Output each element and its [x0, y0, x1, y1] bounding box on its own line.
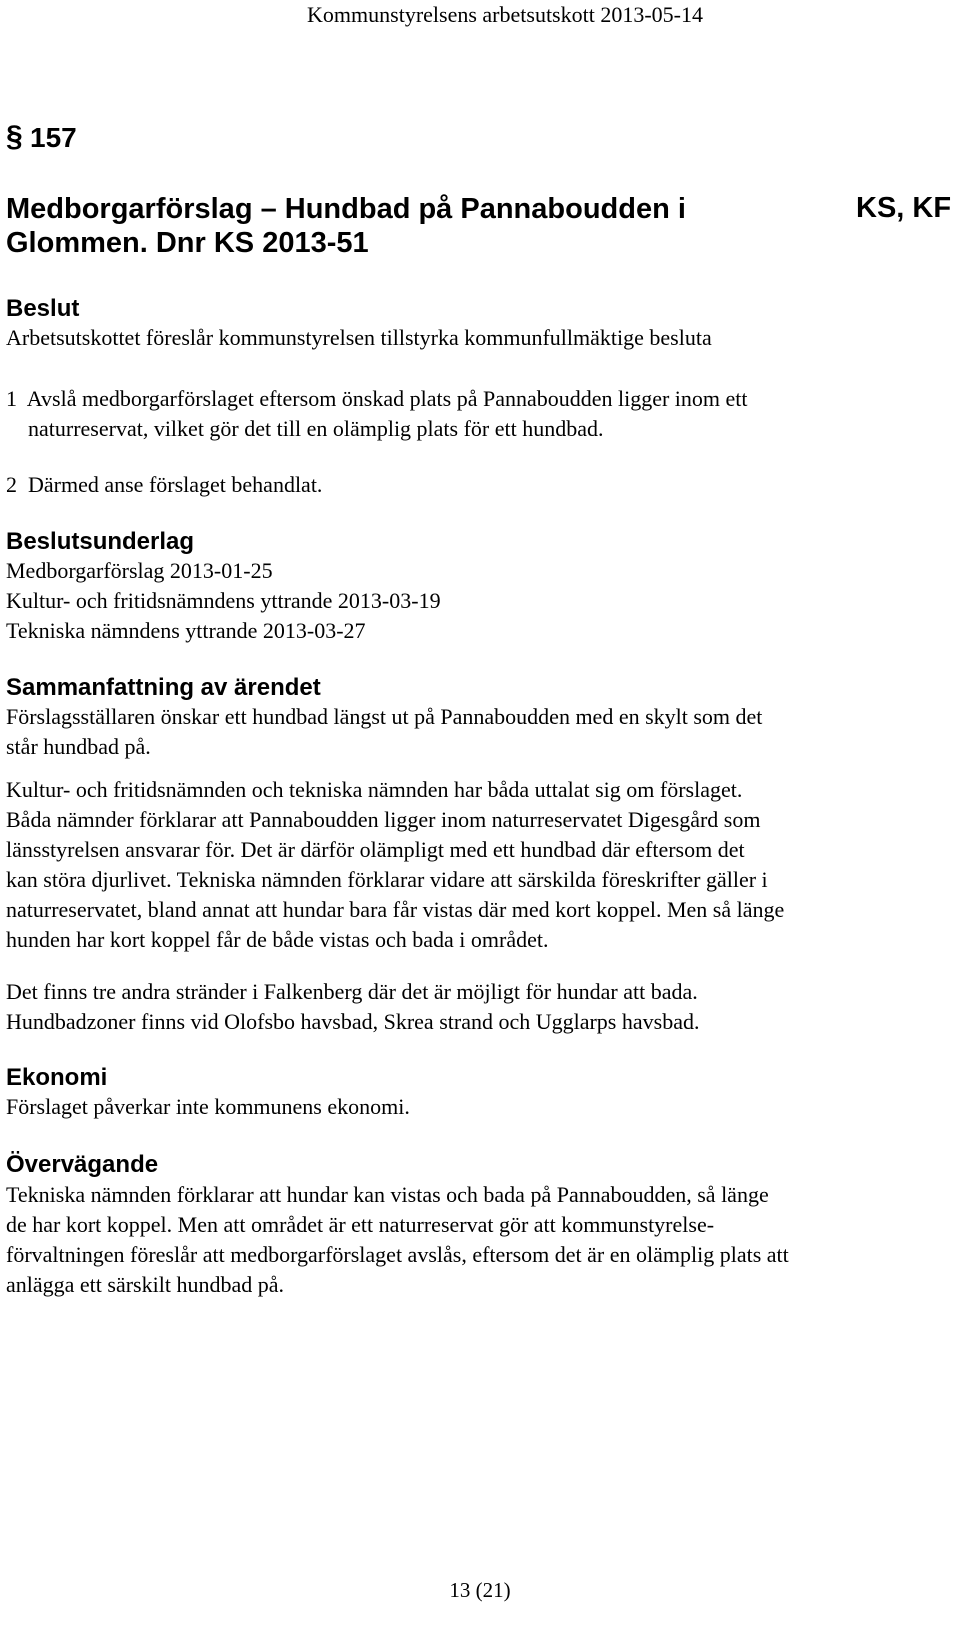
item-title [6, 192, 796, 260]
text-line: hunden har kort koppel får de både vistas och bada i området. [6, 927, 549, 952]
beslut-item-1 [6, 384, 936, 444]
heading-beslut: Beslut [6, 295, 80, 322]
text-line: kan störa djurlivet. Tekniska nämnden förklarar vidare att särskilda föreskrifter gäller i [6, 867, 768, 892]
beslutsunderlag-list [6, 556, 936, 646]
item-title-line: Glommen. Dnr KS 2013-51 [6, 227, 369, 259]
text-line: 2 Därmed anse förslaget behandlat. [6, 472, 323, 497]
heading-beslutsunderlag: Beslutsunderlag [6, 528, 195, 555]
text-line: Tekniska nämnden förklarar att hundar kan vistas och bada på Pannaboudden, så länge [6, 1182, 769, 1207]
text-line: naturreservat, vilket gör det till en olämplig plats för ett hundbad. [6, 416, 604, 441]
section-number: 157 [30, 122, 77, 153]
running-header: Kommunstyrelsens arbetsutskott 2013-05-14 [307, 2, 703, 27]
list-item: Kultur- och fritidsnämndens yttrande 2013-03-19 [6, 588, 441, 613]
text-line: Förslaget påverkar inte kommunens ekonomi. [6, 1094, 410, 1119]
item-title-line: Medborgarförslag – Hundbad på Pannaboudden i [6, 193, 686, 225]
text-line: Båda nämnder förklarar att Pannaboudden ligger inom naturreservatet Digesgård som [6, 807, 761, 832]
text-line: Det finns tre andra stränder i Falkenberg där det är möjligt för hundar att bada. [6, 979, 698, 1004]
text-line: länsstyrelsen ansvarar för. Det är därför olämpligt med ett hundbad där eftersom det [6, 837, 745, 862]
page-number: 13 (21) [449, 1578, 511, 1602]
text-line: 1 Avslå medborgarförslaget eftersom önskad plats på Pannaboudden ligger inom ett [6, 386, 748, 411]
text-line: Arbetsutskottet föreslår kommunstyrelsen tillstyrka kommunfullmäktige besluta [6, 325, 712, 350]
overvagande-text [6, 1180, 936, 1300]
text-line: Hundbadzoner finns vid Olofsbo havsbad, Skrea strand och Ugglarps havsbad. [6, 1009, 700, 1034]
sammanfattning-paragraph-2 [6, 775, 936, 955]
text-line: Förslagsställaren önskar ett hundbad längst ut på Pannaboudden med en skylt som det [6, 704, 763, 729]
text-line: naturreservatet, bland annat att hundar bara får vistas där med kort koppel. Men så länge [6, 897, 785, 922]
sammanfattning-paragraph-1 [6, 702, 936, 762]
section-mark: § [6, 120, 23, 153]
text-line: Kultur- och fritidsnämnden och tekniska nämnden har båda uttalat sig om förslaget. [6, 777, 743, 802]
ekonomi-text [6, 1092, 936, 1122]
heading-ekonomi: Ekonomi [6, 1064, 108, 1091]
text-line: står hundbad på. [6, 734, 151, 759]
text-line: de har kort koppel. Men att området är ett naturreservat gör att kommunstyrelse- [6, 1212, 715, 1237]
beslut-intro [6, 323, 936, 353]
item-recipients: KS, KF [856, 192, 952, 224]
sammanfattning-paragraph-3 [6, 977, 936, 1037]
text-line: anlägga ett särskilt hundbad på. [6, 1272, 284, 1297]
beslut-item-2 [6, 470, 936, 500]
list-item: Medborgarförslag 2013-01-25 [6, 558, 273, 583]
heading-sammanfattning: Sammanfattning av ärendet [6, 674, 321, 701]
text-line: förvaltningen föreslår att medborgarförslaget avslås, eftersom det är en olämplig plats att [6, 1242, 789, 1267]
list-item: Tekniska nämndens yttrande 2013-03-27 [6, 618, 366, 643]
heading-overvagande: Övervägande [6, 1151, 159, 1178]
